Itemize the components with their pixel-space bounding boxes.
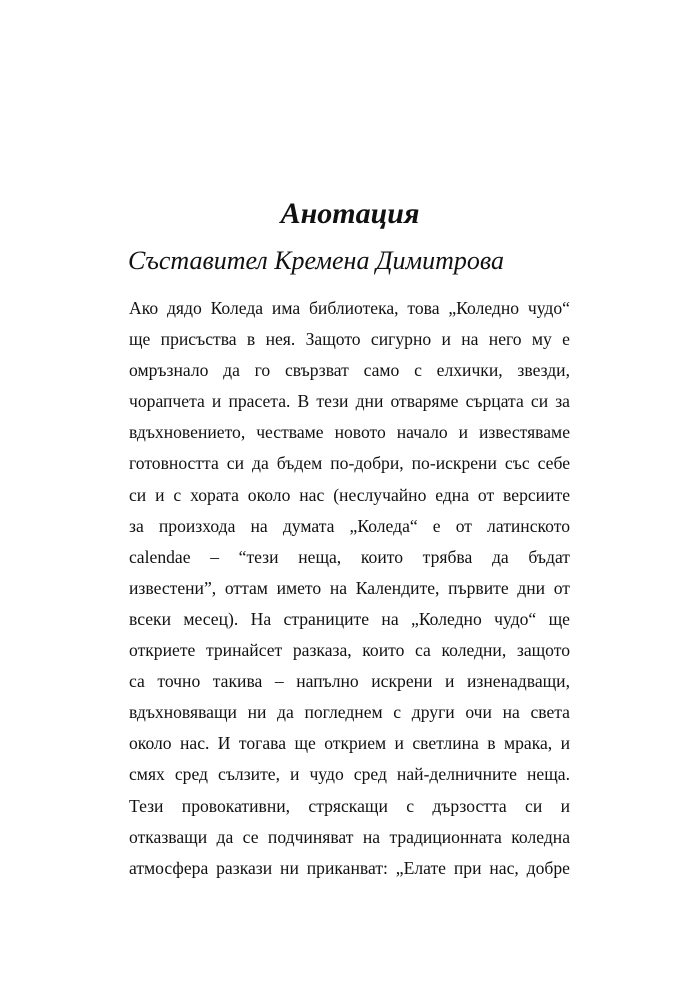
body-line: готовността си да бъдем по-добри, по-искрени със себе bbox=[129, 453, 570, 474]
compiler-subtitle: Съставител Кремена Димитрова bbox=[128, 246, 504, 275]
body-line: отказващи да се подчиняват на традиционната коледна bbox=[129, 826, 570, 847]
body-line: омръзнало да го свързват само с елхички, звезди, bbox=[129, 360, 570, 381]
body-line: известени”, оттам името на Календите, първите дни от bbox=[129, 577, 570, 598]
body-line: ще присъства в нея. Защото сигурно и на него му е bbox=[129, 329, 570, 350]
body-line: всеки месец). На страниците на „Коледно чудо“ ще bbox=[129, 608, 570, 629]
body-line: чорапчета и прасета. В тези дни отваряме сърцата си за bbox=[129, 391, 570, 412]
body-line: са точно такива – напълно искрени и изненадващи, bbox=[129, 671, 570, 692]
body-line: около нас. И тогава ще открием и светлина в мрака, и bbox=[129, 733, 570, 754]
body-line: Ако дядо Коледа има библиотека, това „Коледно чудо“ bbox=[129, 298, 570, 318]
annotation-body bbox=[129, 293, 570, 884]
body-line: вдъхновяващи ни да погледнем с други очи на света bbox=[129, 702, 570, 723]
body-line: calendae – “тези неща, които трябва да бъдат bbox=[129, 546, 570, 567]
body-line: откриете тринайсет разказа, които са коледни, защото bbox=[129, 640, 570, 661]
body-line: атмосфера разкази ни приканват: „Елате при нас, добре bbox=[129, 857, 570, 878]
body-line: си и с хората около нас (неслучайно една от версиите bbox=[129, 484, 570, 505]
body-line: вдъхновението, честваме новото начало и известяваме bbox=[129, 422, 570, 443]
body-line: Тези провокативни, стряскащи с дързостта си и bbox=[129, 795, 570, 816]
body-line: смях сред сълзите, и чудо сред най-делничните неща. bbox=[129, 764, 570, 785]
page-title: Анотация bbox=[280, 197, 420, 230]
body-line: за произхода на думата „Коледа“ е от латинското bbox=[129, 515, 570, 536]
